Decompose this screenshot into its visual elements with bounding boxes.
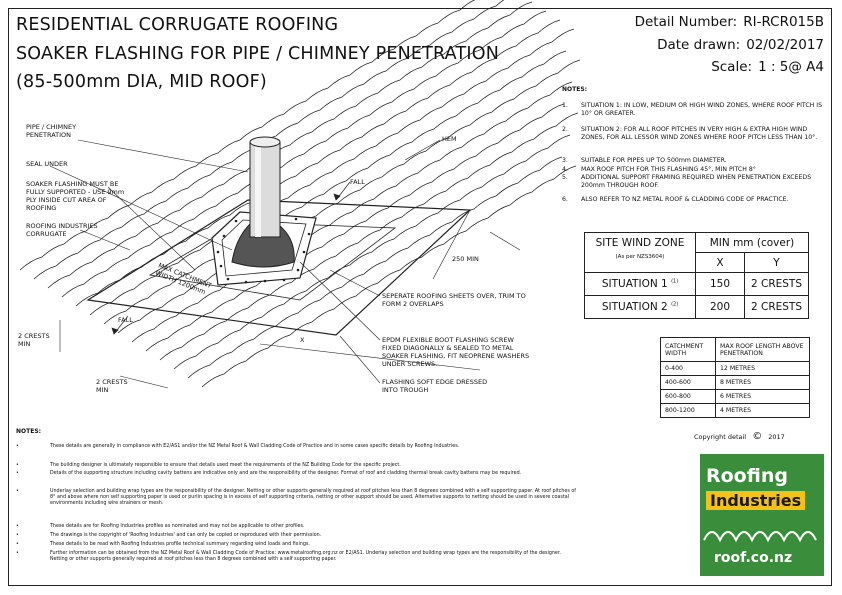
bullet-icon: • (16, 471, 19, 476)
bottom-note-text: These details are for Roofing Industries profiles as nominated and may not be applicable to other profiles. (50, 524, 305, 529)
right-note-text: SITUATION 1: IN LOW, MEDIUM OR HIGH WIND ZONES, WHERE ROOF PITCH IS 10° OR GREATER. (581, 102, 823, 117)
right-notes-heading: NOTES: (562, 86, 588, 93)
bottom-note-text: The building designer is ultimately responsible to ensure that details used meet the requirements of the NZ Building Code for the specific project. (50, 463, 401, 468)
logo-url: roof.co.nz (714, 550, 793, 566)
right-note-text: MAX ROOF PITCH FOR THIS FLASHING 45°, MIN PITCH 8° (581, 166, 756, 173)
situation-1-y: 2 CRESTS (745, 273, 809, 296)
right-note-text: SUITABLE FOR PIPES UP TO 500mm DIAMETER. (581, 157, 727, 164)
bullet-icon: • (16, 489, 19, 494)
bottom-notes-heading: NOTES: (16, 428, 42, 435)
bullet-icon: • (16, 551, 19, 556)
roofing-industries-logo (700, 454, 824, 576)
scale-value: 1 : 5@ A4 (758, 59, 824, 75)
label-fall-top: FALL (350, 178, 365, 186)
situation-2-cell: SITUATION 2 $^{(2)}$ (585, 296, 696, 319)
bottom-note-text: Underlay selection and building wrap types are the responsibility of the designer. Netting or other supports generally required at roof pitches less than 8 degrees combined with a self supporting paper. At roof pitches of 8° and above where non self supporting paper is used or purlin spacing is in excess of self supporting criteria, netting or other support should be used. Alternative supports to netting should be used in severe coastal environments including wire strainers or mesh. (50, 489, 576, 507)
detail-number-value: RI-RCR015B (743, 14, 824, 30)
logo-roof-icon (700, 518, 824, 546)
right-note-number: 2. (562, 126, 568, 133)
label-hem: HEM (442, 135, 457, 143)
wind-table-col1-sub: (As per NZS3604) (615, 254, 665, 260)
right-note-text: SITUATION 2: FOR ALL ROOF PITCHES IN VERY HIGH & EXTRA HIGH WIND ZONES, FOR ALL LESSOR WIND ZONES WHERE ROOF PITCH LESS THAN 10°. (581, 126, 818, 141)
right-note-number: 3. (562, 157, 568, 164)
title-line-3: (85-500mm DIA, MID ROOF) (16, 72, 267, 92)
pipe-top (250, 137, 280, 147)
label-roofing: ROOFING INDUSTRIES CORRUGATE (26, 222, 98, 238)
bottom-note-text: Further information can be obtained from the NZ Metal Roof & Wall Cladding Code of Practice: www.metalroofing.org.nz or E2/AS1. Underlay selection and building wrap types are the responsibility of the designer. Netting or other supports generally required at roof pitches less than 8 degrees combined with a self supporting paper. (50, 551, 561, 563)
date-drawn-label: Date drawn: (657, 37, 741, 53)
copyright-symbol: © (752, 431, 763, 442)
label-soaker: SOAKER FLASHING MUST BE FULLY SUPPORTED - USE 9mm PLY INSIDE CUT AREA OF ROOFING (26, 180, 125, 212)
label-250-min: 250 MIN (452, 255, 479, 263)
label-fall-bottom: FALL (118, 316, 133, 324)
situation-2-x: 200 (696, 296, 745, 319)
bullet-icon: • (16, 542, 19, 547)
label-pipe: PIPE / CHIMNEY PENETRATION (26, 123, 77, 139)
scale-label: Scale: (711, 59, 753, 75)
bottom-note-text: The drawings is the copyright of 'Roofing Industries' and can only be copied or reproduced with their permission. (50, 533, 322, 538)
catchment-length: 6 METRES (716, 390, 810, 404)
catchment-width: 400-600 (661, 376, 716, 390)
right-note-number: 1. (562, 102, 568, 109)
label-epdm-boot: EPDM FLEXIBLE BOOT FLASHING SCREW FIXED DIAGONALLY & SEALED TO METAL SOAKER FLASHING, FIT NEOPRENE WASHERS UNDER SCREWS. (382, 336, 530, 368)
bottom-note-text: These details to be read with Roofing Industries profile technical summary regarding wind loads and fixings. (50, 542, 310, 547)
bullet-icon: • (16, 444, 19, 449)
label-2-crests-bottom: 2 CRESTS MIN (96, 378, 128, 394)
wind-table-col2-header: MIN mm (cover) (696, 233, 809, 253)
catchment-width: 0-400 (661, 362, 716, 376)
wind-table-x-header: X (696, 253, 745, 273)
bottom-note-text: Details of the supporting structure including cavity battens are indicative only and are the responsibility of the designer. Format of roof and cladding thermal break cavity battens may be required. (50, 471, 522, 476)
catchment-length: 8 METRES (716, 376, 810, 390)
right-note-text: ALSO REFER TO NZ METAL ROOF & CLADDING CODE OF PRACTICE. (581, 196, 789, 203)
situation-1-cell: SITUATION 1 $^{(1)}$ (585, 273, 696, 296)
label-separate-sheets: SEPERATE ROOFING SHEETS OVER, TRIM TO FORM 2 OVERLAPS (382, 292, 526, 308)
title-line-2: SOAKER FLASHING FOR PIPE / CHIMNEY PENETRATION (16, 44, 500, 64)
wind-table-col1-header: SITE WIND ZONE (As per NZS3604) (585, 233, 696, 273)
right-note-number: 4. (562, 166, 568, 173)
catchment-col2-header: MAX ROOF LENGTH ABOVE PENETRATION (716, 338, 810, 362)
catchment-width: 800-1200 (661, 404, 716, 418)
situation-1-x: 150 (696, 273, 745, 296)
logo-line-1: Roofing (706, 465, 788, 487)
catchment-length: 12 METRES (716, 362, 810, 376)
situation-2-y: 2 CRESTS (745, 296, 809, 319)
catchment-width: 600-800 (661, 390, 716, 404)
label-2-crests-left: 2 CRESTS MIN (18, 332, 50, 348)
bullet-icon: • (16, 463, 19, 468)
bottom-note-text: These details are generally in compliance with E2/AS1 and/or the NZ Metal Roof & Wall Cladding Code of Practice and in some cases specific details by Roofing Industries. (50, 444, 460, 449)
wind-table-y-header: Y (745, 253, 809, 273)
label-soft-edge: FLASHING SOFT EDGE DRESSED INTO TROUGH (382, 378, 488, 394)
copyright-line: Copyright detail © 2017 (694, 431, 785, 442)
title-line-1: RESIDENTIAL CORRUGATE ROOFING (16, 15, 339, 35)
catchment-length: 4 METRES (716, 404, 810, 418)
bullet-icon: • (16, 524, 19, 529)
catchment-col1-header: CATCHMENT WIDTH (661, 338, 716, 362)
label-catchment: MAX CATCHMENT WIDTH 1200mm (154, 261, 213, 297)
logo-line-2: Industries (706, 491, 805, 510)
detail-number-label: Detail Number: (634, 14, 738, 30)
right-note-number: 6. (562, 196, 568, 203)
pipe (250, 142, 280, 237)
date-drawn-value: 02/02/2017 (746, 37, 824, 53)
label-seal: SEAL UNDER (26, 160, 68, 168)
bullet-icon: • (16, 533, 19, 538)
label-x-dimension: X (300, 336, 305, 344)
right-note-number: 5. (562, 174, 568, 181)
right-note-text: ADDITIONAL SUPPORT FRAMING REQUIRED WHEN PENETRATION EXCEEDS 200mm THROUGH ROOF. (581, 174, 812, 189)
